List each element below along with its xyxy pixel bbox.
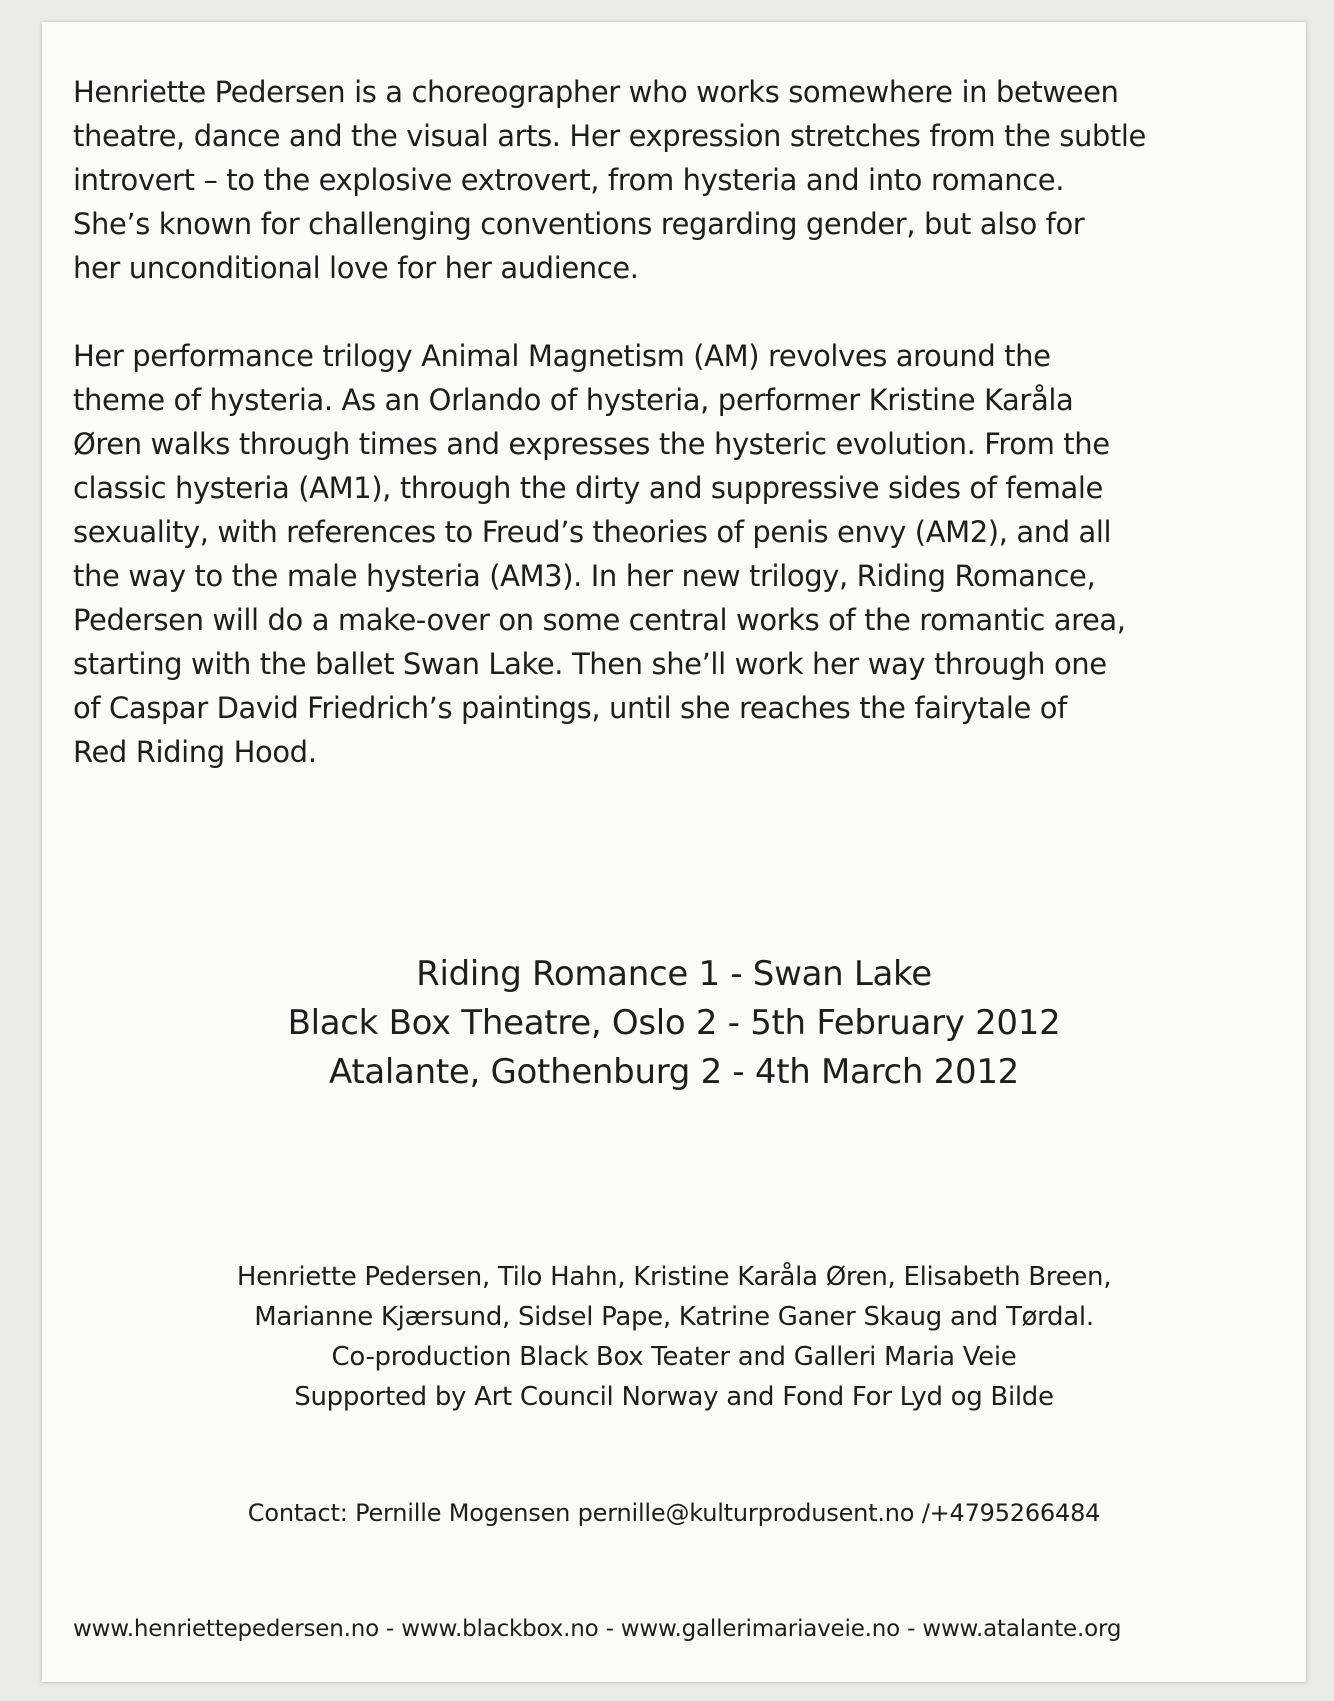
flyer-card [42,22,1306,1682]
credits-line: Supported by Art Council Norway and Fond For Lyd og Bilde [294,1382,1054,1412]
event-venue-gothenburg: Atalante, Gothenburg 2 - 4th March 2012 [328,1052,1020,1092]
event-title: Riding Romance 1 - Swan Lake [416,954,932,994]
credits-line: Co-production Black Box Teater and Galleri Maria Veie [331,1342,1017,1372]
trilogy-paragraph: Her performance trilogy Animal Magnetism (AM) revolves around the theme of hysteria. As an Orlando of hysteria, performer Kristine Karåla Øren walks through times and expresses the hysteric evolution. From the classic hysteria (AM1), through the dirty and suppressive sides of female sexuality, with references to Freud’s theories of penis envy (AM2), and all the way to the male hysteria (AM3). In her new trilogy, Riding Romance, Pedersen will do a make-over on some central works of the romantic area, starting with the ballet Swan Lake. Then she’ll work her way through one of Caspar David Friedrich’s paintings, until she reaches the fairytale of Red Riding Hood. [73,339,1126,769]
event-info [42,950,1306,1097]
websites-line: www.henriettepedersen.no - www.blackbox.no - www.gallerimariaveie.no - www.atalante.org [73,1616,1122,1642]
event-venue-oslo: Black Box Theatre, Oslo 2 - 5th February 2012 [287,1003,1061,1043]
intro-paragraph: Henriette Pedersen is a choreographer who works somewhere in between theatre, dance and the visual arts. Her expression stretches from the subtle introvert – to the explosive extrovert, from hysteria and into romance. She’s known for challenging conventions regarding gender, but also for her unconditional love for her audience. [73,75,1147,285]
credits [42,1257,1306,1417]
contact-line: Contact: Pernille Mogensen pernille@kulturprodusent.no /+4795266484 [247,1499,1101,1527]
credits-line: Marianne Kjærsund, Sidsel Pape, Katrine Ganer Skaug and Tørdal. [254,1302,1094,1332]
credits-line: Henriette Pedersen, Tilo Hahn, Kristine Karåla Øren, Elisabeth Breen, [236,1262,1112,1292]
